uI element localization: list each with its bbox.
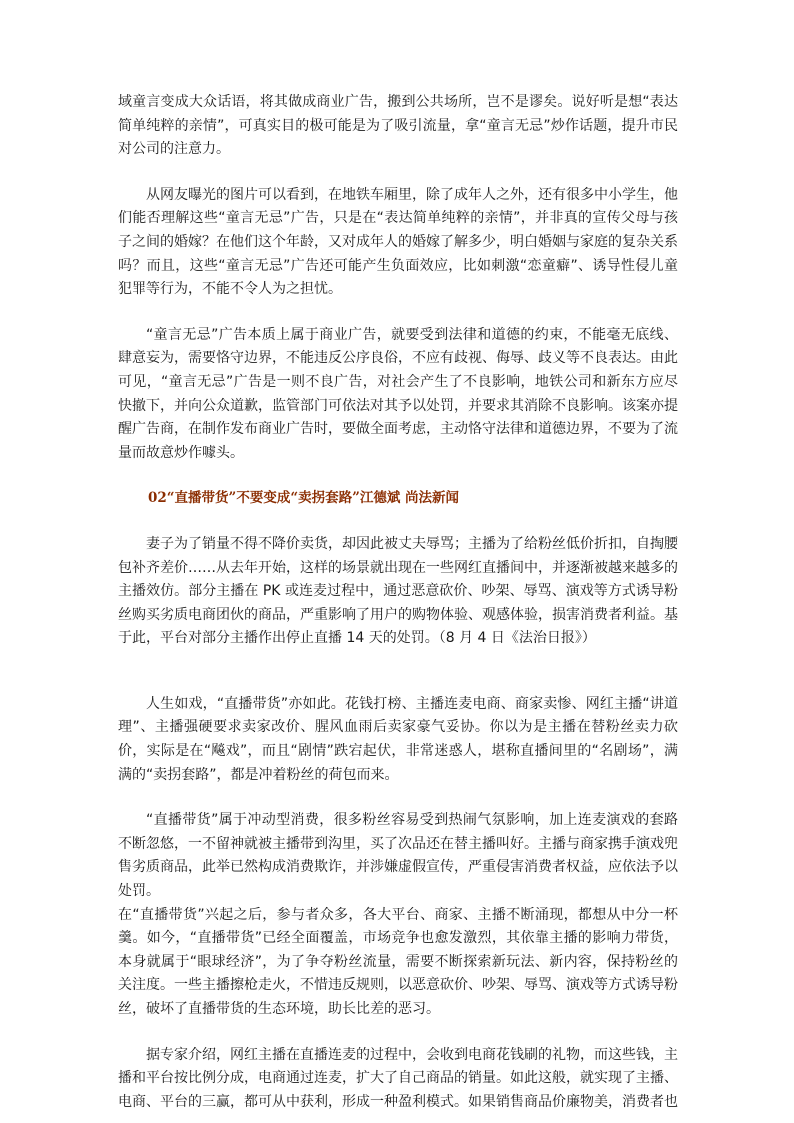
paragraph-8: 据专家介绍，网红主播在直播连麦的过程中，会收到电商花钱刷的礼物，而这些钱，主播和平台按比例分成，电商通过连麦，扩大了自己商品的销量。如此这般，就实现了主播、电商、平台的三赢，都可从中获利，形成一种盈利模式。如果销售商品价廉物美，消费者也 (118, 1046, 678, 1110)
paragraph-5: 人生如戏，“直播带货”亦如此。花钱打榜、主播连麦电商、商家卖惨、网红主播“讲道理”、主播强硬要求卖家改价、腥风血雨后卖家豪气妥协。你以为是主播在替粉丝卖力砍价，实际是在“飚戏”，而且“剧情”跌宕起伏，非常迷惑人，堪称直播间里的“名剧场”，满满的“卖拐套路”，都是冲着粉丝的荷包而来。 (118, 695, 678, 783)
paragraph-1: 域童言变成大众话语，将其做成商业广告，搬到公共场所，岂不是谬矣。说好听是想“表达简单纯粹的亲情”，可真实目的极可能是为了吸引流量，拿“童言无忌”炒作话题，提升市民对公司的注意力。 (118, 94, 678, 158)
paragraph-4: 妻子为了销量不得不降价卖货，却因此被丈夫辱骂；主播为了给粉丝低价折扣，自掏腰包补齐差价……从去年开始，这样的场景就出现在一些网红直播间中，并逐渐被越来越多的主播效仿。部分主播在 PK 或连麦过程中，通过恶意砍价、吵架、辱骂、演戏等方式诱导粉丝购买劣质电商团伙的商品，严重影响了用户的购物体验、观感体验，损害消费者利益。基于此，平台对部分主播作出停止直播 14 天的处罚。（8 月 4 日《法治日报》） (118, 535, 678, 647)
paragraph-7: 在“直播带货”兴起之后，参与者众多，各大平台、商家、主播不断涌现，都想从中分一杯羹。如今，“直播带货”已经全面覆盖，市场竞争也愈发激烈，其依靠主播的影响力带货，本身就属于“眼球经济”，为了争夺粉丝流量，需要不断探索新玩法、新内容，保持粉丝的关注度。一些主播擦枪走火，不惜违反规则，以恶意砍价、吵架、辱骂、演戏等方式诱导粉丝，破坏了直播带货的生态环境，助长比差的恶习。 (118, 906, 678, 1017)
paragraph-2: 从网友曝光的图片可以看到，在地铁车厢里，除了成年人之外，还有很多中小学生，他们能否理解这些“童言无忌”广告，只是在“表达简单纯粹的亲情”，并非真的宣传父母与孩子之间的婚嫁？在他们这个年龄，又对成年人的婚嫁了解多少，明白婚姻与家庭的复杂关系吗？而且，这些“童言无忌”广告还可能产生负面效应，比如刺激“恋童癖”、诱导性侵儿童犯罪等行为，不能不令人为之担忧。 (118, 186, 678, 298)
section-heading: 02“直播带货”不要变成“卖拐套路”江德斌 尚法新闻 (148, 490, 460, 507)
paragraph-6: “直播带货”属于冲动型消费，很多粉丝容易受到热闹气氛影响，加上连麦演戏的套路不断忽悠，一不留神就被主播带到沟里，买了次品还在替主播叫好。主播与商家携手演戏兜售劣质商品，此举已然构成消费欺诈，并涉嫌虚假宣传，严重侵害消费者权益，应依法予以处罚。 (118, 812, 678, 900)
paragraph-3: “童言无忌”广告本质上属于商业广告，就要受到法律和道德的约束，不能毫无底线、肆意妄为，需要恪守边界，不能违反公序良俗，不应有歧视、侮辱、歧义等不良表达。由此可见，“童言无忌”广告是一则不良广告，对社会产生了不良影响，地铁公司和新东方应尽快撤下，并向公众道歉，监管部门可依法对其予以处罚，并要求其消除不良影响。该案亦提醒广告商，在制作发布商业广告时，要做全面考虑，主动恪守法律和道德边界，不要为了流量而故意炒作噱头。 (118, 326, 678, 461)
